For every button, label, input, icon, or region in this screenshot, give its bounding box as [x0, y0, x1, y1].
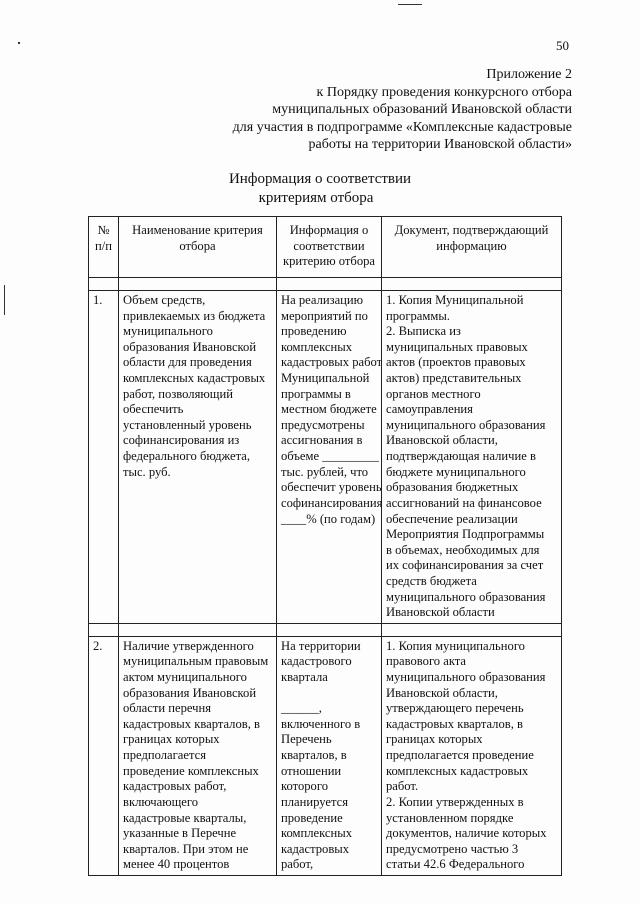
cell-line: программы в: [281, 386, 351, 401]
cell-line: местном бюджете: [281, 402, 377, 417]
cell-line: кадастровых: [281, 841, 350, 856]
cell-criterion: [119, 636, 277, 875]
cell-line: органов местного: [386, 386, 481, 401]
appendix-line: для участия в подпрограмме «Комплексные кадастровые: [232, 119, 572, 135]
cell-line: Муниципальной: [281, 371, 370, 386]
header-num: № п/п: [89, 217, 119, 278]
cell-line: кадастровых работ,: [123, 779, 227, 794]
header-info: Информация о соответствии критерию отбора: [277, 217, 382, 278]
cell-line: обеспечить: [123, 402, 184, 417]
cell-line: тыс. руб.: [123, 464, 171, 479]
cell-line: муниципальным правовым: [123, 654, 269, 669]
cell-line: комплексных: [281, 826, 353, 841]
cell-line: кадастровых кварталов, в: [123, 716, 260, 731]
row-spacer: [89, 278, 562, 291]
cell-line: муниципального: [123, 324, 213, 339]
cell-line: ____% (по годам): [281, 511, 376, 526]
spacer-cell: [119, 623, 277, 636]
cell-line: в объемах, необходимых для: [386, 542, 540, 557]
row-number: 1.: [89, 291, 119, 624]
appendix-heading: [233, 66, 572, 154]
header-criterion: Наименование критерия отбора: [119, 217, 277, 278]
spacer-cell: [277, 278, 382, 291]
cell-info: [277, 636, 382, 875]
cell-line: границах которых: [123, 732, 220, 747]
cell-line: области для проведения: [123, 355, 252, 370]
cell-line: области перечня: [123, 701, 212, 716]
cell-line: Перечень: [281, 732, 332, 747]
cell-line: ______,: [281, 701, 322, 716]
scan-mark-margin: [4, 285, 5, 315]
cell-line: утверждающего перечень: [386, 701, 524, 716]
cell-line: актом муниципального: [123, 670, 247, 685]
table-row: [89, 291, 562, 624]
spacer-cell: [382, 278, 562, 291]
cell-line: комплексных кадастровых: [386, 763, 529, 778]
row-number: 2.: [89, 636, 119, 875]
cell-line: мероприятий по: [281, 308, 368, 323]
cell-line: ассигнования в: [281, 433, 363, 448]
cell-line: статьи 42.6 Федерального: [386, 857, 525, 872]
cell-line: софинансирования: [281, 495, 383, 510]
cell-line: объеме _________: [281, 449, 379, 464]
row-spacer: [89, 623, 562, 636]
cell-line: предполагается: [123, 748, 206, 763]
cell-line: установленный уровень: [123, 417, 252, 432]
cell-line: кварталов. При этом не: [123, 841, 249, 856]
cell-line: софинансирования из: [123, 433, 240, 448]
title-line-1: Информация о соответствии: [228, 171, 412, 187]
cell-line: работ, позволяющий: [123, 386, 233, 401]
cell-line: программы.: [386, 308, 450, 323]
scan-mark-left: [18, 42, 20, 44]
cell-line: предусмотрены: [281, 417, 365, 432]
cell-line: тыс. рублей, что: [281, 464, 369, 479]
cell-line: образования Ивановской: [123, 339, 257, 354]
cell-line: 2. Выписка из: [386, 324, 461, 339]
cell-line: Наличие утвержденного: [123, 638, 254, 653]
page-number: 50: [556, 38, 569, 53]
criteria-table: [88, 216, 562, 876]
scan-mark-top: [398, 4, 422, 5]
cell-line: комплексных: [281, 339, 353, 354]
title-line-2: критериям отбора: [258, 189, 374, 206]
cell-line: 1. Копия муниципального: [386, 638, 525, 653]
cell-line: [281, 686, 377, 702]
cell-line: муниципального образования: [386, 670, 546, 685]
cell-line: бюджете муниципального: [386, 464, 526, 479]
appendix-line: работы на территории Ивановской области»: [308, 137, 572, 152]
spacer-cell: [277, 623, 382, 636]
header-document: Документ, подтверждающий информацию: [382, 217, 562, 278]
cell-line: привлекаемых из бюджета: [123, 308, 266, 323]
cell-line: кадастровых кварталов, в: [386, 716, 523, 731]
cell-line: правового акта: [386, 654, 467, 669]
table-body: [89, 278, 562, 876]
cell-line: проведение: [281, 810, 343, 825]
cell-line: установленном порядке: [386, 810, 514, 825]
cell-line: На территории: [281, 638, 361, 653]
cell-line: муниципального образования: [386, 417, 546, 432]
cell-line: документов, наличие которых: [386, 826, 547, 841]
cell-line: комплексных кадастровых: [123, 371, 266, 386]
cell-line: муниципальных правовых: [386, 339, 528, 354]
cell-line: предполагается проведение: [386, 748, 534, 763]
cell-line: проведение комплексных: [123, 763, 259, 778]
cell-line: образования Ивановской: [123, 685, 257, 700]
cell-line: Ивановской области: [386, 605, 495, 620]
cell-line: кварталов, в: [281, 748, 347, 763]
cell-line: самоуправления: [386, 402, 473, 417]
cell-line: включенного в: [281, 716, 361, 731]
cell-line: работ.: [386, 779, 419, 794]
table-header-row: [89, 217, 562, 278]
cell-document: [382, 636, 562, 875]
cell-line: кадастровых работ: [281, 355, 383, 370]
cell-line: указанные в Перечне: [123, 826, 237, 841]
cell-line: обеспечит уровень: [281, 480, 382, 495]
cell-line: образования бюджетных: [386, 480, 519, 495]
cell-line: которого: [281, 779, 328, 794]
cell-line: границах которых: [386, 732, 483, 747]
cell-line: квартала: [281, 670, 328, 685]
appendix-line: муниципальных образований Ивановской области: [272, 102, 572, 117]
cell-line: муниципального образования: [386, 589, 546, 604]
cell-line: Мероприятия Подпрограммы: [386, 527, 545, 542]
cell-line: работ,: [281, 857, 314, 872]
cell-line: средств бюджета: [386, 573, 477, 588]
spacer-cell: [119, 278, 277, 291]
cell-line: Ивановской области,: [386, 685, 498, 700]
cell-line: актов) представительных: [386, 371, 522, 386]
cell-line: актов (проектов правовых: [386, 355, 526, 370]
cell-line: кадастрового: [281, 654, 352, 669]
cell-line: предусмотрено частью 3: [386, 841, 519, 856]
cell-line: ассигнований на финансовое: [386, 495, 542, 510]
cell-line: включающего: [123, 794, 199, 809]
cell-line: 2. Копии утвержденных в: [386, 794, 524, 809]
spacer-cell: [382, 623, 562, 636]
cell-criterion: [119, 291, 277, 624]
cell-line: отношении: [281, 763, 342, 778]
cell-line: менее 40 процентов: [123, 857, 230, 872]
cell-line: Ивановской области,: [386, 433, 498, 448]
cell-line: планируется: [281, 794, 348, 809]
cell-line: Объем средств,: [123, 293, 206, 307]
table-row: [89, 636, 562, 875]
cell-document: [382, 291, 562, 624]
cell-line: На реализацию: [281, 293, 364, 307]
cell-line: кадастровые кварталы,: [123, 810, 247, 825]
document-title: [0, 170, 640, 208]
cell-line: федерального бюджета,: [123, 449, 251, 464]
spacer-cell: [89, 623, 119, 636]
cell-line: подтверждающая наличие в: [386, 449, 536, 464]
appendix-line: к Порядку проведения конкурсного отбора: [316, 84, 572, 100]
cell-info: [277, 291, 382, 624]
cell-line: их софинансирования за счет: [386, 558, 544, 573]
cell-line: 1. Копия Муниципальной: [386, 293, 524, 307]
appendix-line: Приложение 2: [486, 67, 572, 82]
cell-line: проведению: [281, 324, 347, 339]
spacer-cell: [89, 278, 119, 291]
cell-line: обеспечение реализации: [386, 511, 518, 526]
